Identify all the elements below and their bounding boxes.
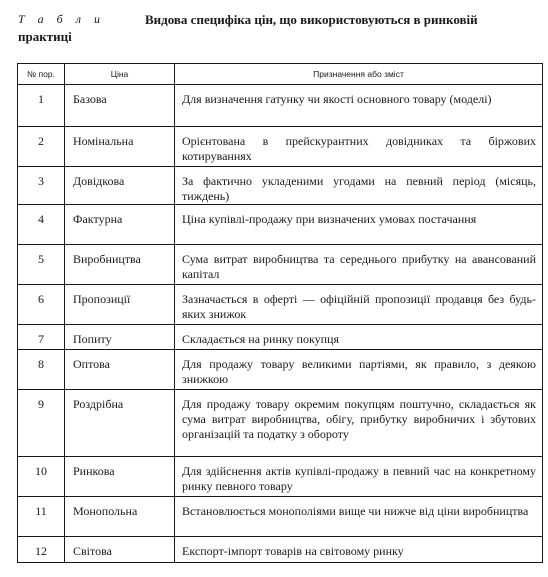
table-row xyxy=(18,390,543,457)
price-description: Експорт-імпорт товарів на світовому ринку xyxy=(175,537,543,563)
price-name: Роздрібна xyxy=(65,390,175,457)
row-number: 2 xyxy=(18,127,65,167)
price-description: Для продажу товару окремим покупцям поштучно, складається як сума витрат виробництва, обігу, прибутку виробничих і збутових організацій та податку з обороту xyxy=(175,390,543,457)
table-title: Видова специфіка цін, що використовуються в ринковій xyxy=(145,12,478,27)
table-row xyxy=(18,167,543,205)
price-description: Для здійснення актів купівлі-продажу в певний час на конкретному ринку певного товару xyxy=(175,457,543,497)
price-name: Попиту xyxy=(65,325,175,350)
row-number: 10 xyxy=(18,457,65,497)
price-types-table xyxy=(17,63,543,563)
table-row xyxy=(18,127,543,167)
row-number: 4 xyxy=(18,205,65,245)
price-description: Ціна купівлі-продажу при визначених умовах постачання xyxy=(175,205,543,245)
table-row xyxy=(18,537,543,563)
price-name: Базова xyxy=(65,85,175,127)
price-name: Пропозиції xyxy=(65,285,175,325)
header-price: Ціна xyxy=(65,64,175,85)
price-name: Оптова xyxy=(65,350,175,390)
table-title-continuation: практиці xyxy=(18,29,72,44)
row-number: 12 xyxy=(18,537,65,563)
table-row xyxy=(18,205,543,245)
header-purpose: Призначення або зміст xyxy=(175,64,543,85)
price-description: За фактично укладеними угодами на певний період (місяць, тиждень) xyxy=(175,167,543,205)
row-number: 9 xyxy=(18,390,65,457)
row-number: 8 xyxy=(18,350,65,390)
row-number: 7 xyxy=(18,325,65,350)
price-name: Довідкова xyxy=(65,167,175,205)
price-description: Орієнтована в прейскурантних довідниках та біржових котируваннях xyxy=(175,127,543,167)
header-number: № пор. xyxy=(18,64,65,85)
price-description: Зазначається в оферті — офіційній пропозиції продавця без будь-яких знижок xyxy=(175,285,543,325)
table-row xyxy=(18,245,543,285)
table-row xyxy=(18,85,543,127)
price-description: Для визначення гатунку чи якості основного товару (моделі) xyxy=(175,85,543,127)
price-description: Сума витрат виробництва та середнього прибутку на авансований капітал xyxy=(175,245,543,285)
table-row xyxy=(18,350,543,390)
price-name: Виробництва xyxy=(65,245,175,285)
table-label: Т а б л и xyxy=(18,12,105,26)
price-name: Ринкова xyxy=(65,457,175,497)
row-number: 5 xyxy=(18,245,65,285)
price-name: Номінальна xyxy=(65,127,175,167)
table-row xyxy=(18,325,543,350)
price-name: Світова xyxy=(65,537,175,563)
price-description: Складається на ринку покупця xyxy=(175,325,543,350)
table-caption xyxy=(18,12,543,48)
row-number: 6 xyxy=(18,285,65,325)
price-name: Фактурна xyxy=(65,205,175,245)
row-number: 11 xyxy=(18,497,65,537)
table-row xyxy=(18,285,543,325)
price-description: Встановлюється монополіями вище чи нижче від ціни виробництва xyxy=(175,497,543,537)
table-row xyxy=(18,497,543,537)
table-header-row xyxy=(18,64,543,85)
table-row xyxy=(18,457,543,497)
row-number: 1 xyxy=(18,85,65,127)
price-name: Монопольна xyxy=(65,497,175,537)
row-number: 3 xyxy=(18,167,65,205)
price-description: Для продажу товару великими партіями, як правило, з деякою знижкою xyxy=(175,350,543,390)
